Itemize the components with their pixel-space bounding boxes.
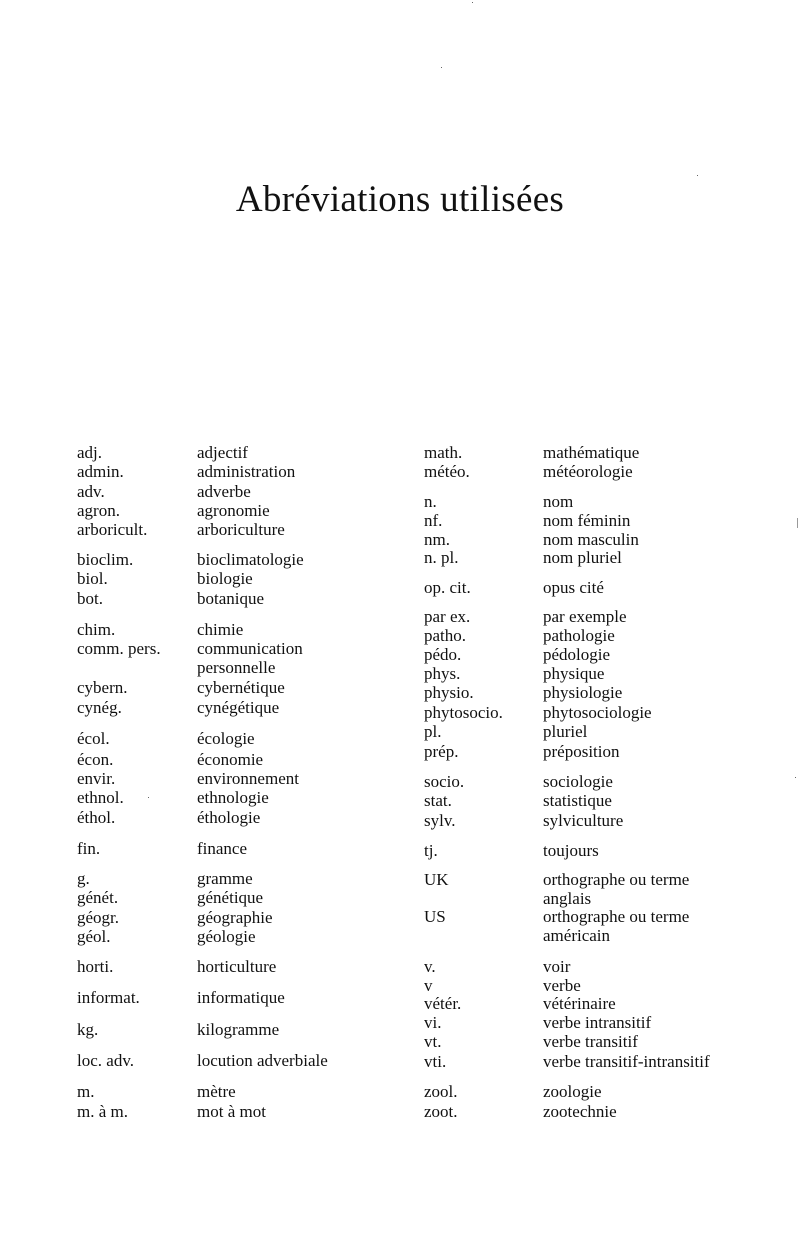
definition <box>197 1020 279 1039</box>
definition <box>197 620 243 639</box>
definition-line: zoologie <box>543 1082 602 1101</box>
definition <box>197 957 276 976</box>
definition-line: orthographe ou terme <box>543 870 690 889</box>
abbreviation: stat. <box>424 791 452 810</box>
abbreviation: vi. <box>424 1013 442 1032</box>
definition <box>543 976 581 995</box>
definition-line: arboriculture <box>197 520 285 539</box>
definition <box>197 750 263 769</box>
definition-line: verbe <box>543 976 581 995</box>
definition <box>543 907 689 945</box>
abbreviation: sylv. <box>424 811 456 830</box>
abbreviation: écol. <box>77 729 110 748</box>
definition <box>197 443 248 462</box>
definition-line: mot à mot <box>197 1102 266 1121</box>
abbreviation: nf. <box>424 511 443 530</box>
definition <box>543 607 627 626</box>
definition <box>197 569 253 588</box>
definition-line: vétérinaire <box>543 994 616 1013</box>
definition <box>197 869 253 888</box>
definition-line: nom masculin <box>543 530 639 549</box>
abbreviation: géogr. <box>77 908 120 927</box>
definition-line: physique <box>543 664 605 683</box>
abbreviation: écon. <box>77 750 114 769</box>
definition-line: adjectif <box>197 443 248 462</box>
definition-line: mètre <box>197 1082 236 1101</box>
abbreviation: admin. <box>77 462 124 481</box>
abbreviation: prép. <box>424 742 459 761</box>
abbreviation: n. pl. <box>424 548 459 567</box>
abbreviation: génét. <box>77 888 119 907</box>
definition <box>197 1082 236 1101</box>
definition-line: administration <box>197 462 296 481</box>
abbreviation: vti. <box>424 1052 447 1071</box>
definition <box>197 698 279 717</box>
abbreviation: ethnol. <box>77 788 124 807</box>
definition <box>197 1102 266 1121</box>
definition-line: ethnologie <box>197 788 269 807</box>
definition-line: pédologie <box>543 645 611 664</box>
definition <box>197 639 303 677</box>
definition-line: toujours <box>543 841 599 860</box>
abbreviation: zoot. <box>424 1102 458 1121</box>
definition <box>543 462 633 481</box>
definition-line: nom féminin <box>543 511 631 530</box>
definition-line: orthographe ou terme <box>543 907 690 926</box>
definition-line: géologie <box>197 927 256 946</box>
definition-line: sociologie <box>543 772 613 791</box>
abbreviation: arboricult. <box>77 520 148 539</box>
definition <box>197 808 260 827</box>
definition <box>197 769 299 788</box>
abbreviation: géol. <box>77 927 111 946</box>
definition-line: pluriel <box>543 722 588 741</box>
abbreviation: m. <box>77 1082 95 1101</box>
definition-line: environnement <box>197 769 299 788</box>
definition-line: nom <box>543 492 574 511</box>
definition <box>543 870 689 908</box>
definition-line: personnelle <box>197 658 276 677</box>
definition-line: verbe transitif <box>543 1032 638 1051</box>
abbreviation: agron. <box>77 501 120 520</box>
definition-line: agronomie <box>197 501 270 520</box>
abbreviation: physio. <box>424 683 474 702</box>
definition <box>197 927 256 946</box>
definition-line: géographie <box>197 908 273 927</box>
page-title: Abréviations utilisées <box>235 179 565 220</box>
definition-line: économie <box>197 750 264 769</box>
definition <box>197 589 264 608</box>
definition-line: préposition <box>543 742 620 761</box>
definition <box>543 791 612 810</box>
definition-line: opus cité <box>543 578 604 597</box>
definition <box>543 511 630 530</box>
definition <box>543 443 639 462</box>
definition <box>543 664 604 683</box>
abbreviation: v. <box>424 957 436 976</box>
definition-line: par exemple <box>543 607 627 626</box>
abbreviation: nm. <box>424 530 450 549</box>
abbreviation: loc. adv. <box>77 1051 134 1070</box>
abbreviation: bot. <box>77 589 103 608</box>
definition <box>543 683 622 702</box>
definition-line: génétique <box>197 888 264 907</box>
definition-line: phytosociologie <box>543 703 652 722</box>
abbreviation: phys. <box>424 664 461 683</box>
definition <box>543 530 639 549</box>
definition <box>543 1052 710 1071</box>
abbreviation: g. <box>77 869 90 888</box>
definition <box>543 645 610 664</box>
definition <box>197 550 304 569</box>
abbreviation: phytosocio. <box>424 703 503 722</box>
definition-line: mathématique <box>543 443 640 462</box>
definition-line: écologie <box>197 729 255 748</box>
definition-line: nom pluriel <box>543 548 622 567</box>
scan-speck <box>797 518 798 528</box>
abbreviation: bioclim. <box>77 550 134 569</box>
abbreviation: chim. <box>77 620 116 639</box>
definition <box>197 501 270 520</box>
scan-speck <box>472 2 473 3</box>
abbreviation: envir. <box>77 769 116 788</box>
definition <box>543 1082 602 1101</box>
definition-line: kilogramme <box>197 1020 280 1039</box>
definition-line: bioclimatologie <box>197 550 304 569</box>
definition-line: locution adverbiale <box>197 1051 328 1070</box>
definition <box>543 548 622 567</box>
definition-line: physiologie <box>543 683 623 702</box>
abbreviation: adv. <box>77 482 105 501</box>
scan-speck <box>441 67 442 68</box>
definition <box>543 1013 651 1032</box>
definition-line: statistique <box>543 791 612 810</box>
definition <box>197 888 263 907</box>
abbreviation: n. <box>424 492 437 511</box>
scan-speck <box>148 797 149 798</box>
definition <box>197 839 247 858</box>
abbreviation: informat. <box>77 988 140 1007</box>
abbreviation: UK <box>424 870 449 889</box>
abbreviation: zool. <box>424 1082 458 1101</box>
definition-line: zootechnie <box>543 1102 617 1121</box>
abbreviation: cynég. <box>77 698 122 717</box>
definition <box>543 772 613 791</box>
definition <box>197 678 285 697</box>
definition-line: américain <box>543 926 611 945</box>
definition-line: verbe transitif-intransitif <box>543 1052 710 1071</box>
abbreviation: math. <box>424 443 463 462</box>
definition <box>543 841 599 860</box>
definition <box>197 482 251 501</box>
abbreviation: socio. <box>424 772 465 791</box>
definition-line: météorologie <box>543 462 633 481</box>
definition <box>543 1102 617 1121</box>
scan-speck <box>795 777 796 778</box>
abbreviation: vt. <box>424 1032 442 1051</box>
definition-line: sylviculture <box>543 811 624 830</box>
abbreviation: vétér. <box>424 994 462 1013</box>
definition <box>197 520 285 539</box>
abbreviation: horti. <box>77 957 114 976</box>
definition <box>197 988 285 1007</box>
abbreviation: éthol. <box>77 808 116 827</box>
definition <box>543 957 570 976</box>
definition-line: adverbe <box>197 482 251 501</box>
abbreviation: biol. <box>77 569 108 588</box>
definition <box>543 722 587 741</box>
definition <box>543 578 604 597</box>
definition-line: botanique <box>197 589 265 608</box>
definition <box>197 908 273 927</box>
definition-line: biologie <box>197 569 253 588</box>
definition <box>197 729 255 748</box>
definition-line: communication <box>197 639 303 658</box>
definition <box>543 994 616 1013</box>
definition <box>543 492 573 511</box>
definition-line: informatique <box>197 988 285 1007</box>
definition <box>543 742 620 761</box>
definition-line: verbe intransitif <box>543 1013 652 1032</box>
definition-line: horticulture <box>197 957 277 976</box>
abbreviation: m. à m. <box>77 1102 128 1121</box>
abbreviation: tj. <box>424 841 438 860</box>
abbreviation: météo. <box>424 462 470 481</box>
abbreviation: comm. pers. <box>77 639 161 658</box>
abbreviation: v <box>424 976 433 995</box>
abbreviation: kg. <box>77 1020 99 1039</box>
definition-line: finance <box>197 839 248 858</box>
abbreviation: op. cit. <box>424 578 471 597</box>
definition-line: chimie <box>197 620 244 639</box>
definition <box>543 811 623 830</box>
abbreviation: US <box>424 907 446 926</box>
definition-line: cynégétique <box>197 698 280 717</box>
definition <box>197 462 295 481</box>
definition-line: cybernétique <box>197 678 285 697</box>
abbreviation: pl. <box>424 722 442 741</box>
abbreviation: adj. <box>77 443 103 462</box>
abbreviation: patho. <box>424 626 467 645</box>
definition-line: pathologie <box>543 626 615 645</box>
abbreviation: fin. <box>77 839 101 858</box>
definition <box>543 1032 638 1051</box>
definition-line: gramme <box>197 869 253 888</box>
definition-line: anglais <box>543 889 592 908</box>
abbreviation: par ex. <box>424 607 471 626</box>
definition <box>197 1051 328 1070</box>
definition <box>197 788 269 807</box>
abbreviation: pédo. <box>424 645 462 664</box>
abbreviation: cybern. <box>77 678 128 697</box>
definition-line: voir <box>543 957 571 976</box>
definition <box>543 626 615 645</box>
definition-line: éthologie <box>197 808 261 827</box>
definition <box>543 703 652 722</box>
scan-speck <box>697 175 698 176</box>
